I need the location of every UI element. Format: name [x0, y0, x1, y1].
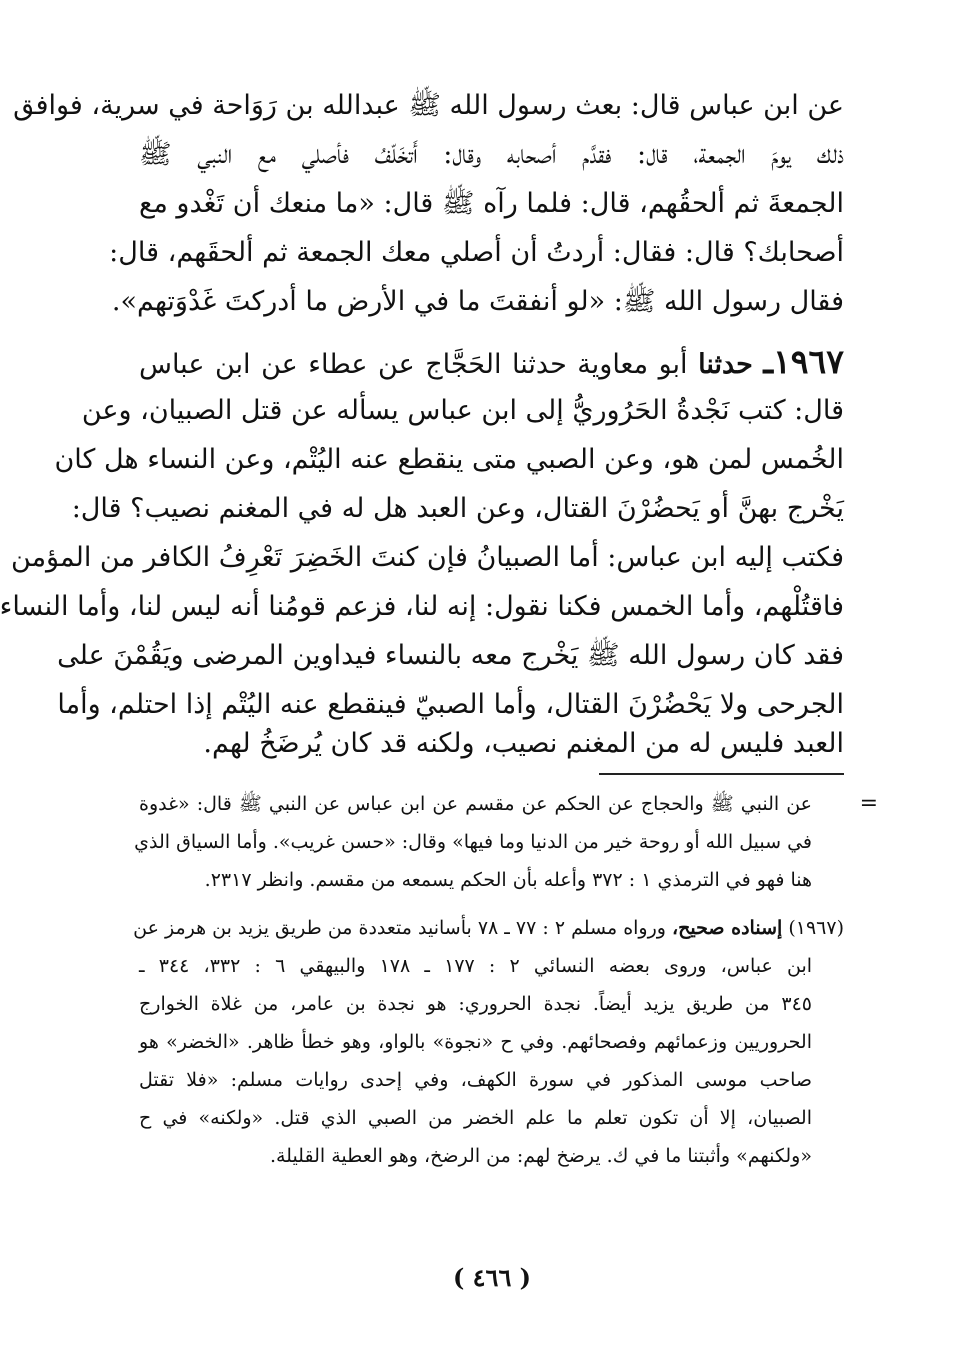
footnote-line: هنا فهو في الترمذي ١ : ٣٧٢ وأعله بأن الحكم يسمعه من مقسم. وانظر ٢٣١٧. [204, 869, 812, 891]
footnote-first-line-text: ورواه مسلم ٢ : ٧٧ ـ ٧٨ بأسانيد متعددة من طريق يزيد بن هرمز عن [133, 917, 666, 939]
hadith-text-line: فاقتُلْهم، وأما الخمس فكنا نقول: إنه لنا، فزعم قومُنا أنه ليس لنا، وأما النساء [0, 591, 844, 622]
hadith-text-line: قال: كتب نَجْدةُ الحَرُوريُّ إلى ابن عباس يسأله عن قتل الصبيان، وعن [81, 395, 844, 426]
footnote-line: الحروريين وزعمائهم وفصحائهم. وفي ح «نجوة» بالواو، وهو خطأ ظاهر. «الخضر» هو [139, 1031, 812, 1053]
footnote-line: الصبيان، إلا أن تكون تعلم ما علم الخضر من الصبي الذي قتل. «ولكنه» في ح [139, 1107, 812, 1129]
footnote-ref: (١٩٦٧) [788, 917, 844, 939]
main-text-line: عن ابن عباس قال: بعث رسول الله ﷺ عبدالله بن رَوَاحة في سرية، فوافق [13, 90, 844, 121]
hadith-text-line: فكتب إليه ابن عباس: أما الصبيانُ فإن كنتَ الخَضِرَ تَعْرِفُ الكافر من المؤمن [11, 542, 844, 573]
hadith-first-line-text: أبو معاوية حدثنا الحَجَّاج عن عطاء عن ابن عباس [139, 349, 688, 380]
footnote-continuation-mark: = [859, 791, 878, 816]
hadith-number: ١٩٦٧ [773, 342, 844, 381]
hadith-text-line: العبد فليس له من المغنم نصيب، ولكنه قد كان يُرضَخُ لهم. [203, 728, 844, 759]
hadith-text-line: فقد كان رسول الله ﷺ يَخْرج معه بالنساء فيداوين المرضى ويَقُمْنَ على [57, 640, 844, 671]
footnote-line: في سبيل الله أو روحة خير من الدنيا وما فيها» وقال: «حسن غريب». وأما السياق الذي [134, 831, 812, 853]
hadith-lead-word: حدثنا [698, 349, 753, 380]
footnote-line: صاحب موسى المذكور في سورة الكهف، وفي إحدى روايات مسلم: «فلا تقتل [139, 1069, 812, 1091]
hadith-dash: ـ [763, 342, 774, 381]
footnote-1967-first-line [133, 911, 844, 945]
hadith-text-line: الخُمس لمن هو، وعن الصبي متى ينقطع عنه اليُتْم، وعن النساء هل كان [54, 444, 844, 475]
page-number: ( ٤٦٦ ) [452, 1263, 532, 1292]
footnote-line: ابن عباس، وروى بعضه النسائي ٢ : ١٧٧ ـ ١٧٨ والبيهقي ٦ : ٣٣٢، ٣٤٤ ـ [139, 955, 813, 977]
main-text-line: فقال رسول الله ﷺ: «لو أنفقتَ ما في الأرض ما أدركتَ غَدْوَتهم». [111, 286, 844, 317]
footnote-verdict: إسناده صحيح، [672, 917, 783, 939]
footnote-line: ٣٤٥ من طريق يزيد أيضاً. نجدة الحروري: هو نجدة بن عامر، من غلاة الخوارج [139, 993, 812, 1015]
footnote-divider [599, 773, 844, 775]
footnote-line: «ولكنهم» وأثبتنا ما في ك. يرضخ لهم: من الرضخ، وهو العطية القليلة. [269, 1145, 812, 1167]
main-text-line: ذلك يومَ الجمعة، قال: فقدَّم أصحابه وقال: أَتخَلّفُ فأصلي مع النبي ﷺ [139, 139, 844, 170]
main-text-line: أصحابك؟ قال: فقال: أردتُ أن أصلي معك الجمعة ثم ألحقَهم، قال: [109, 237, 844, 268]
footnote-line: عن النبي ﷺ والحجاج عن الحكم عن مقسم عن ابن عباس عن النبي ﷺ قال: «غدوة [139, 793, 812, 815]
hadith-text-line: يَخْرج بهنَّ أو يَحضُرْنَ القتال، وعن العبد هل له في المغنم نصيب؟ قال: [71, 493, 844, 524]
hadith-text-line: الجرحى ولا يَحْضُرْنَ القتال، وأما الصبيّ فينقطع عنه اليُتْم إذا احتلم، وأما [57, 689, 844, 720]
main-text-line: الجمعةَ ثم ألحقُهم، قال: فلما رآه ﷺ قال: «ما منعك أن تَغْدو مع [139, 188, 844, 219]
hadith-first-line [139, 338, 844, 386]
